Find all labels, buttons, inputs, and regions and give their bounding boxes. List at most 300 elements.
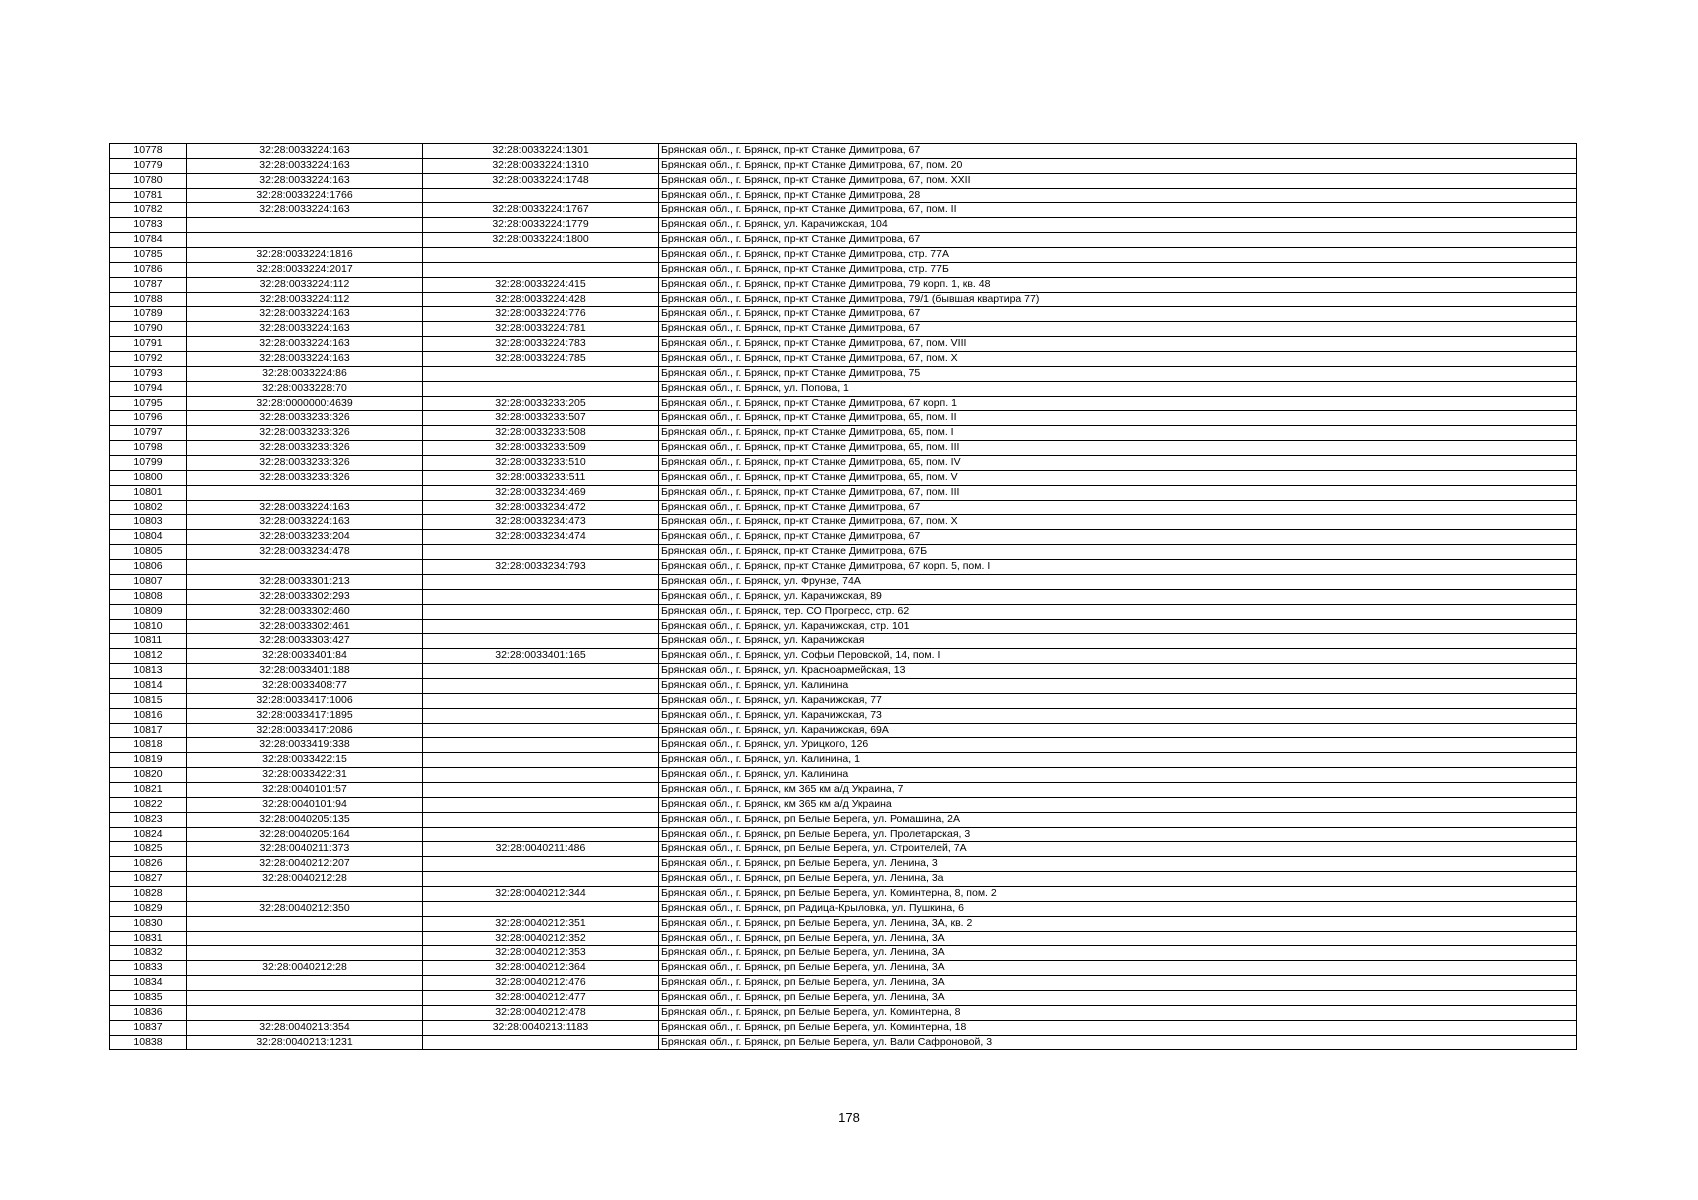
- object-cadastral-number-cell: [423, 574, 659, 589]
- address-cell: Брянская обл., г. Брянск, пр-кт Станке Димитрова, 79/1 (бывшая квартира 77): [659, 292, 1577, 307]
- parcel-cadastral-number-cell: 32:28:0033224:163: [187, 515, 423, 530]
- row-number-cell: 10799: [110, 456, 187, 471]
- row-number-cell: 10794: [110, 381, 187, 396]
- table-row: [110, 872, 1577, 887]
- object-cadastral-number-cell: [423, 693, 659, 708]
- row-number-cell: 10831: [110, 931, 187, 946]
- address-cell: Брянская обл., г. Брянск, рп Белые Берега, ул. Ленина, 3А: [659, 946, 1577, 961]
- table-row: [110, 931, 1577, 946]
- table-row: [110, 961, 1577, 976]
- object-cadastral-number-cell: [423, 604, 659, 619]
- parcel-cadastral-number-cell: 32:28:0033234:478: [187, 545, 423, 560]
- table-row: [110, 277, 1577, 292]
- row-number-cell: 10829: [110, 901, 187, 916]
- table-row: [110, 188, 1577, 203]
- address-cell: Брянская обл., г. Брянск, рп Белые Берега, ул. Ленина, 3А, кв. 2: [659, 916, 1577, 931]
- table-row: [110, 708, 1577, 723]
- object-cadastral-number-cell: 32:28:0040213:1183: [423, 1020, 659, 1035]
- address-cell: Брянская обл., г. Брянск, рп Белые Берега, ул. Ленина, 3А: [659, 931, 1577, 946]
- row-number-cell: 10827: [110, 872, 187, 887]
- row-number-cell: 10800: [110, 470, 187, 485]
- table-row: [110, 515, 1577, 530]
- object-cadastral-number-cell: 32:28:0033224:1800: [423, 233, 659, 248]
- table-row: [110, 589, 1577, 604]
- table-row: [110, 262, 1577, 277]
- table-row: [110, 604, 1577, 619]
- address-cell: Брянская обл., г. Брянск, пр-кт Станке Димитрова, 67: [659, 233, 1577, 248]
- object-cadastral-number-cell: 32:28:0033401:165: [423, 649, 659, 664]
- registry-table: [109, 143, 1577, 1050]
- address-cell: Брянская обл., г. Брянск, рп Белые Берега, ул. Ленина, 3: [659, 857, 1577, 872]
- object-cadastral-number-cell: [423, 901, 659, 916]
- row-number-cell: 10815: [110, 693, 187, 708]
- row-number-cell: 10837: [110, 1020, 187, 1035]
- parcel-cadastral-number-cell: 32:28:0033417:2086: [187, 723, 423, 738]
- table-row: [110, 337, 1577, 352]
- table-row: [110, 456, 1577, 471]
- row-number-cell: 10793: [110, 366, 187, 381]
- table-row: [110, 990, 1577, 1005]
- table-row: [110, 233, 1577, 248]
- object-cadastral-number-cell: 32:28:0033224:428: [423, 292, 659, 307]
- address-cell: Брянская обл., г. Брянск, ул. Карачижская, 77: [659, 693, 1577, 708]
- row-number-cell: 10789: [110, 307, 187, 322]
- parcel-cadastral-number-cell: 32:28:0040212:207: [187, 857, 423, 872]
- address-cell: Брянская обл., г. Брянск, пр-кт Станке Димитрова, 67, пом. XXII: [659, 173, 1577, 188]
- table-row: [110, 352, 1577, 367]
- table-row: [110, 901, 1577, 916]
- row-number-cell: 10818: [110, 738, 187, 753]
- address-cell: Брянская обл., г. Брянск, тер. СО Прогресс, стр. 62: [659, 604, 1577, 619]
- object-cadastral-number-cell: 32:28:0033233:205: [423, 396, 659, 411]
- row-number-cell: 10791: [110, 337, 187, 352]
- address-cell: Брянская обл., г. Брянск, пр-кт Станке Димитрова, стр. 77Б: [659, 262, 1577, 277]
- parcel-cadastral-number-cell: 32:28:0033224:1816: [187, 248, 423, 263]
- object-cadastral-number-cell: [423, 812, 659, 827]
- address-cell: Брянская обл., г. Брянск, пр-кт Станке Димитрова, 67Б: [659, 545, 1577, 560]
- address-cell: Брянская обл., г. Брянск, ул. Карачижская, 69А: [659, 723, 1577, 738]
- row-number-cell: 10823: [110, 812, 187, 827]
- object-cadastral-number-cell: 32:28:0033234:469: [423, 485, 659, 500]
- table-row: [110, 976, 1577, 991]
- table-row: [110, 946, 1577, 961]
- table-row: [110, 886, 1577, 901]
- table-row: [110, 1035, 1577, 1050]
- row-number-cell: 10810: [110, 619, 187, 634]
- parcel-cadastral-number-cell: 32:28:0033224:112: [187, 277, 423, 292]
- object-cadastral-number-cell: 32:28:0040212:478: [423, 1005, 659, 1020]
- object-cadastral-number-cell: 32:28:0033233:507: [423, 411, 659, 426]
- object-cadastral-number-cell: [423, 366, 659, 381]
- address-cell: Брянская обл., г. Брянск, рп Белые Берега, ул. Строителей, 7А: [659, 842, 1577, 857]
- address-cell: Брянская обл., г. Брянск, рп Белые Берега, ул. Ленина, 3А: [659, 976, 1577, 991]
- object-cadastral-number-cell: [423, 248, 659, 263]
- object-cadastral-number-cell: 32:28:0033224:1301: [423, 144, 659, 159]
- table-row: [110, 500, 1577, 515]
- object-cadastral-number-cell: [423, 708, 659, 723]
- address-cell: Брянская обл., г. Брянск, ул. Урицкого, 126: [659, 738, 1577, 753]
- address-cell: Брянская обл., г. Брянск, пр-кт Станке Димитрова, стр. 77А: [659, 248, 1577, 263]
- table-row: [110, 381, 1577, 396]
- object-cadastral-number-cell: 32:28:0040212:353: [423, 946, 659, 961]
- address-cell: Брянская обл., г. Брянск, ул. Красноармейская, 13: [659, 664, 1577, 679]
- parcel-cadastral-number-cell: 32:28:0033233:326: [187, 411, 423, 426]
- address-cell: Брянская обл., г. Брянск, ул. Карачижская, 104: [659, 218, 1577, 233]
- object-cadastral-number-cell: [423, 1035, 659, 1050]
- row-number-cell: 10804: [110, 530, 187, 545]
- parcel-cadastral-number-cell: 32:28:0033422:31: [187, 768, 423, 783]
- object-cadastral-number-cell: 32:28:0033234:472: [423, 500, 659, 515]
- address-cell: Брянская обл., г. Брянск, км 365 км а/д Украина, 7: [659, 782, 1577, 797]
- address-cell: Брянская обл., г. Брянск, ул. Карачижская, стр. 101: [659, 619, 1577, 634]
- row-number-cell: 10802: [110, 500, 187, 515]
- address-cell: Брянская обл., г. Брянск, пр-кт Станке Димитрова, 65, пом. IV: [659, 456, 1577, 471]
- parcel-cadastral-number-cell: 32:28:0033233:326: [187, 470, 423, 485]
- row-number-cell: 10790: [110, 322, 187, 337]
- object-cadastral-number-cell: 32:28:0040212:364: [423, 961, 659, 976]
- object-cadastral-number-cell: [423, 188, 659, 203]
- row-number-cell: 10821: [110, 782, 187, 797]
- address-cell: Брянская обл., г. Брянск, рп Радица-Крыловка, ул. Пушкина, 6: [659, 901, 1577, 916]
- object-cadastral-number-cell: 32:28:0033224:415: [423, 277, 659, 292]
- row-number-cell: 10803: [110, 515, 187, 530]
- object-cadastral-number-cell: [423, 872, 659, 887]
- parcel-cadastral-number-cell: 32:28:0033233:326: [187, 426, 423, 441]
- parcel-cadastral-number-cell: [187, 233, 423, 248]
- table-row: [110, 158, 1577, 173]
- table-row: [110, 619, 1577, 634]
- parcel-cadastral-number-cell: 32:28:0033301:213: [187, 574, 423, 589]
- row-number-cell: 10782: [110, 203, 187, 218]
- table-row: [110, 782, 1577, 797]
- row-number-cell: 10833: [110, 961, 187, 976]
- address-cell: Брянская обл., г. Брянск, пр-кт Станке Димитрова, 67: [659, 144, 1577, 159]
- table-row: [110, 827, 1577, 842]
- address-cell: Брянская обл., г. Брянск, ул. Калинина: [659, 678, 1577, 693]
- table-row: [110, 634, 1577, 649]
- row-number-cell: 10779: [110, 158, 187, 173]
- table-row: [110, 322, 1577, 337]
- parcel-cadastral-number-cell: 32:28:0040205:164: [187, 827, 423, 842]
- parcel-cadastral-number-cell: 32:28:0040213:354: [187, 1020, 423, 1035]
- table-row: [110, 396, 1577, 411]
- object-cadastral-number-cell: 32:28:0033233:508: [423, 426, 659, 441]
- parcel-cadastral-number-cell: [187, 886, 423, 901]
- parcel-cadastral-number-cell: [187, 990, 423, 1005]
- row-number-cell: 10834: [110, 976, 187, 991]
- parcel-cadastral-number-cell: 32:28:0033303:427: [187, 634, 423, 649]
- address-cell: Брянская обл., г. Брянск, пр-кт Станке Димитрова, 65, пом. II: [659, 411, 1577, 426]
- parcel-cadastral-number-cell: [187, 1005, 423, 1020]
- page-number: 178: [838, 1110, 860, 1125]
- table-row: [110, 768, 1577, 783]
- object-cadastral-number-cell: 32:28:0040212:344: [423, 886, 659, 901]
- row-number-cell: 10835: [110, 990, 187, 1005]
- parcel-cadastral-number-cell: 32:28:0033224:163: [187, 307, 423, 322]
- table-row: [110, 560, 1577, 575]
- parcel-cadastral-number-cell: 32:28:0040212:28: [187, 961, 423, 976]
- object-cadastral-number-cell: 32:28:0033233:511: [423, 470, 659, 485]
- parcel-cadastral-number-cell: 32:28:0033233:326: [187, 441, 423, 456]
- row-number-cell: 10780: [110, 173, 187, 188]
- parcel-cadastral-number-cell: 32:28:0033302:461: [187, 619, 423, 634]
- row-number-cell: 10814: [110, 678, 187, 693]
- address-cell: Брянская обл., г. Брянск, пр-кт Станке Димитрова, 65, пом. I: [659, 426, 1577, 441]
- parcel-cadastral-number-cell: 32:28:0033224:112: [187, 292, 423, 307]
- row-number-cell: 10822: [110, 797, 187, 812]
- parcel-cadastral-number-cell: 32:28:0033224:163: [187, 352, 423, 367]
- row-number-cell: 10826: [110, 857, 187, 872]
- address-cell: Брянская обл., г. Брянск, км 365 км а/д Украина: [659, 797, 1577, 812]
- table-row: [110, 248, 1577, 263]
- object-cadastral-number-cell: 32:28:0033224:776: [423, 307, 659, 322]
- object-cadastral-number-cell: [423, 381, 659, 396]
- parcel-cadastral-number-cell: 32:28:0040211:373: [187, 842, 423, 857]
- object-cadastral-number-cell: [423, 619, 659, 634]
- table-row: [110, 1020, 1577, 1035]
- parcel-cadastral-number-cell: 32:28:0033224:86: [187, 366, 423, 381]
- object-cadastral-number-cell: [423, 262, 659, 277]
- table-row: [110, 649, 1577, 664]
- address-cell: Брянская обл., г. Брянск, пр-кт Станке Димитрова, 67 корп. 5, пом. I: [659, 560, 1577, 575]
- object-cadastral-number-cell: [423, 827, 659, 842]
- parcel-cadastral-number-cell: 32:28:0033224:163: [187, 158, 423, 173]
- parcel-cadastral-number-cell: 32:28:0040101:94: [187, 797, 423, 812]
- table-row: [110, 857, 1577, 872]
- address-cell: Брянская обл., г. Брянск, ул. Софьи Перовской, 14, пом. I: [659, 649, 1577, 664]
- table-row: [110, 797, 1577, 812]
- table-row: [110, 203, 1577, 218]
- table-row: [110, 916, 1577, 931]
- object-cadastral-number-cell: 32:28:0033224:785: [423, 352, 659, 367]
- table-row: [110, 411, 1577, 426]
- address-cell: Брянская обл., г. Брянск, пр-кт Станке Димитрова, 67: [659, 322, 1577, 337]
- parcel-cadastral-number-cell: [187, 931, 423, 946]
- address-cell: Брянская обл., г. Брянск, пр-кт Станке Димитрова, 67: [659, 500, 1577, 515]
- row-number-cell: 10781: [110, 188, 187, 203]
- address-cell: Брянская обл., г. Брянск, ул. Попова, 1: [659, 381, 1577, 396]
- row-number-cell: 10832: [110, 946, 187, 961]
- object-cadastral-number-cell: 32:28:0033234:473: [423, 515, 659, 530]
- address-cell: Брянская обл., г. Брянск, пр-кт Станке Димитрова, 79 корп. 1, кв. 48: [659, 277, 1577, 292]
- row-number-cell: 10798: [110, 441, 187, 456]
- row-number-cell: 10797: [110, 426, 187, 441]
- address-cell: Брянская обл., г. Брянск, рп Белые Берега, ул. Коминтерна, 18: [659, 1020, 1577, 1035]
- row-number-cell: 10811: [110, 634, 187, 649]
- object-cadastral-number-cell: [423, 545, 659, 560]
- table-row: [110, 426, 1577, 441]
- row-number-cell: 10820: [110, 768, 187, 783]
- row-number-cell: 10836: [110, 1005, 187, 1020]
- table-row: [110, 470, 1577, 485]
- row-number-cell: 10809: [110, 604, 187, 619]
- table-row: [110, 530, 1577, 545]
- address-cell: Брянская обл., г. Брянск, пр-кт Станке Димитрова, 65, пом. V: [659, 470, 1577, 485]
- address-cell: Брянская обл., г. Брянск, ул. Калинина: [659, 768, 1577, 783]
- object-cadastral-number-cell: 32:28:0033224:783: [423, 337, 659, 352]
- table-row: [110, 842, 1577, 857]
- table-row: [110, 292, 1577, 307]
- object-cadastral-number-cell: [423, 664, 659, 679]
- parcel-cadastral-number-cell: 32:28:0033417:1895: [187, 708, 423, 723]
- address-cell: Брянская обл., г. Брянск, пр-кт Станке Димитрова, 28: [659, 188, 1577, 203]
- object-cadastral-number-cell: [423, 782, 659, 797]
- table-row: [110, 441, 1577, 456]
- object-cadastral-number-cell: 32:28:0033224:1310: [423, 158, 659, 173]
- parcel-cadastral-number-cell: 32:28:0033228:70: [187, 381, 423, 396]
- parcel-cadastral-number-cell: [187, 218, 423, 233]
- row-number-cell: 10824: [110, 827, 187, 842]
- parcel-cadastral-number-cell: 32:28:0033224:163: [187, 322, 423, 337]
- object-cadastral-number-cell: 32:28:0033224:1748: [423, 173, 659, 188]
- parcel-cadastral-number-cell: 32:28:0040101:57: [187, 782, 423, 797]
- row-number-cell: 10801: [110, 485, 187, 500]
- object-cadastral-number-cell: 32:28:0033234:474: [423, 530, 659, 545]
- row-number-cell: 10807: [110, 574, 187, 589]
- table-row: [110, 173, 1577, 188]
- table-row: [110, 664, 1577, 679]
- object-cadastral-number-cell: 32:28:0033224:1779: [423, 218, 659, 233]
- table-row: [110, 366, 1577, 381]
- address-cell: Брянская обл., г. Брянск, пр-кт Станке Димитрова, 67, пом. III: [659, 485, 1577, 500]
- parcel-cadastral-number-cell: 32:28:0033408:77: [187, 678, 423, 693]
- parcel-cadastral-number-cell: 32:28:0033224:163: [187, 203, 423, 218]
- table-row: [110, 812, 1577, 827]
- address-cell: Брянская обл., г. Брянск, рп Белые Берега, ул. Ленина, 3а: [659, 872, 1577, 887]
- address-cell: Брянская обл., г. Брянск, рп Белые Берега, ул. Вали Сафроновой, 3: [659, 1035, 1577, 1050]
- object-cadastral-number-cell: [423, 678, 659, 693]
- parcel-cadastral-number-cell: [187, 485, 423, 500]
- row-number-cell: 10792: [110, 352, 187, 367]
- object-cadastral-number-cell: 32:28:0033224:1767: [423, 203, 659, 218]
- table-row: [110, 218, 1577, 233]
- parcel-cadastral-number-cell: 32:28:0033422:15: [187, 753, 423, 768]
- row-number-cell: 10778: [110, 144, 187, 159]
- table-row: [110, 678, 1577, 693]
- row-number-cell: 10812: [110, 649, 187, 664]
- row-number-cell: 10830: [110, 916, 187, 931]
- address-cell: Брянская обл., г. Брянск, пр-кт Станке Димитрова, 67, пом. X: [659, 352, 1577, 367]
- row-number-cell: 10806: [110, 560, 187, 575]
- parcel-cadastral-number-cell: [187, 976, 423, 991]
- address-cell: Брянская обл., г. Брянск, пр-кт Станке Димитрова, 67: [659, 307, 1577, 322]
- row-number-cell: 10825: [110, 842, 187, 857]
- parcel-cadastral-number-cell: 32:28:0033233:326: [187, 456, 423, 471]
- object-cadastral-number-cell: [423, 589, 659, 604]
- parcel-cadastral-number-cell: [187, 916, 423, 931]
- row-number-cell: 10817: [110, 723, 187, 738]
- object-cadastral-number-cell: 32:28:0033224:781: [423, 322, 659, 337]
- address-cell: Брянская обл., г. Брянск, пр-кт Станке Димитрова, 67, пом. 20: [659, 158, 1577, 173]
- parcel-cadastral-number-cell: 32:28:0033224:2017: [187, 262, 423, 277]
- row-number-cell: 10805: [110, 545, 187, 560]
- address-cell: Брянская обл., г. Брянск, ул. Калинина, 1: [659, 753, 1577, 768]
- address-cell: Брянская обл., г. Брянск, пр-кт Станке Димитрова, 75: [659, 366, 1577, 381]
- table-row: [110, 1005, 1577, 1020]
- object-cadastral-number-cell: 32:28:0040212:352: [423, 931, 659, 946]
- table-row: [110, 574, 1577, 589]
- object-cadastral-number-cell: 32:28:0040212:477: [423, 990, 659, 1005]
- object-cadastral-number-cell: [423, 634, 659, 649]
- parcel-cadastral-number-cell: 32:28:0033417:1006: [187, 693, 423, 708]
- object-cadastral-number-cell: 32:28:0033233:510: [423, 456, 659, 471]
- address-cell: Брянская обл., г. Брянск, пр-кт Станке Димитрова, 67, пом. VIII: [659, 337, 1577, 352]
- object-cadastral-number-cell: 32:28:0040212:476: [423, 976, 659, 991]
- address-cell: Брянская обл., г. Брянск, пр-кт Станке Димитрова, 65, пом. III: [659, 441, 1577, 456]
- parcel-cadastral-number-cell: 32:28:0040213:1231: [187, 1035, 423, 1050]
- parcel-cadastral-number-cell: 32:28:0040212:28: [187, 872, 423, 887]
- row-number-cell: 10816: [110, 708, 187, 723]
- address-cell: Брянская обл., г. Брянск, пр-кт Станке Димитрова, 67, пом. II: [659, 203, 1577, 218]
- parcel-cadastral-number-cell: 32:28:0033302:460: [187, 604, 423, 619]
- table-row: [110, 753, 1577, 768]
- row-number-cell: 10787: [110, 277, 187, 292]
- row-number-cell: 10819: [110, 753, 187, 768]
- registry-table-body: [110, 144, 1577, 1050]
- parcel-cadastral-number-cell: 32:28:0033224:163: [187, 500, 423, 515]
- row-number-cell: 10785: [110, 248, 187, 263]
- object-cadastral-number-cell: [423, 738, 659, 753]
- parcel-cadastral-number-cell: 32:28:0033224:163: [187, 337, 423, 352]
- parcel-cadastral-number-cell: 32:28:0033419:338: [187, 738, 423, 753]
- table-row: [110, 738, 1577, 753]
- parcel-cadastral-number-cell: 32:28:0033224:163: [187, 173, 423, 188]
- table-row: [110, 307, 1577, 322]
- row-number-cell: 10828: [110, 886, 187, 901]
- row-number-cell: 10795: [110, 396, 187, 411]
- table-row: [110, 144, 1577, 159]
- address-cell: Брянская обл., г. Брянск, рп Белые Берега, ул. Пролетарская, 3: [659, 827, 1577, 842]
- table-row: [110, 723, 1577, 738]
- parcel-cadastral-number-cell: 32:28:0000000:4639: [187, 396, 423, 411]
- row-number-cell: 10788: [110, 292, 187, 307]
- row-number-cell: 10813: [110, 664, 187, 679]
- address-cell: Брянская обл., г. Брянск, пр-кт Станке Димитрова, 67, пом. X: [659, 515, 1577, 530]
- row-number-cell: 10784: [110, 233, 187, 248]
- object-cadastral-number-cell: [423, 723, 659, 738]
- row-number-cell: 10783: [110, 218, 187, 233]
- parcel-cadastral-number-cell: 32:28:0033224:1766: [187, 188, 423, 203]
- address-cell: Брянская обл., г. Брянск, ул. Фрунзе, 74А: [659, 574, 1577, 589]
- address-cell: Брянская обл., г. Брянск, рп Белые Берега, ул. Коминтерна, 8: [659, 1005, 1577, 1020]
- address-cell: Брянская обл., г. Брянск, пр-кт Станке Димитрова, 67 корп. 1: [659, 396, 1577, 411]
- table-row: [110, 485, 1577, 500]
- row-number-cell: 10838: [110, 1035, 187, 1050]
- object-cadastral-number-cell: [423, 857, 659, 872]
- parcel-cadastral-number-cell: 32:28:0040212:350: [187, 901, 423, 916]
- address-cell: Брянская обл., г. Брянск, ул. Карачижская: [659, 634, 1577, 649]
- address-cell: Брянская обл., г. Брянск, ул. Карачижская, 73: [659, 708, 1577, 723]
- object-cadastral-number-cell: 32:28:0033234:793: [423, 560, 659, 575]
- object-cadastral-number-cell: 32:28:0033233:509: [423, 441, 659, 456]
- object-cadastral-number-cell: [423, 753, 659, 768]
- row-number-cell: 10796: [110, 411, 187, 426]
- address-cell: Брянская обл., г. Брянск, рп Белые Берега, ул. Коминтерна, 8, пом. 2: [659, 886, 1577, 901]
- parcel-cadastral-number-cell: [187, 946, 423, 961]
- address-cell: Брянская обл., г. Брянск, рп Белые Берега, ул. Ромашина, 2А: [659, 812, 1577, 827]
- table-row: [110, 545, 1577, 560]
- parcel-cadastral-number-cell: 32:28:0040205:135: [187, 812, 423, 827]
- table-row: [110, 693, 1577, 708]
- row-number-cell: 10808: [110, 589, 187, 604]
- object-cadastral-number-cell: [423, 797, 659, 812]
- parcel-cadastral-number-cell: 32:28:0033401:84: [187, 649, 423, 664]
- address-cell: Брянская обл., г. Брянск, рп Белые Берега, ул. Ленина, 3А: [659, 961, 1577, 976]
- row-number-cell: 10786: [110, 262, 187, 277]
- parcel-cadastral-number-cell: 32:28:0033224:163: [187, 144, 423, 159]
- parcel-cadastral-number-cell: [187, 560, 423, 575]
- address-cell: Брянская обл., г. Брянск, пр-кт Станке Димитрова, 67: [659, 530, 1577, 545]
